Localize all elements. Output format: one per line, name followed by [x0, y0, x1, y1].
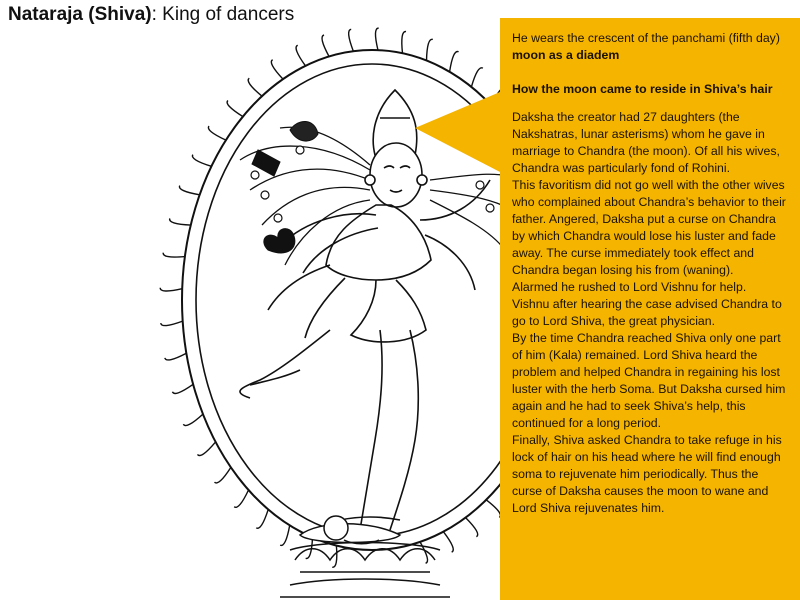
flame-tongue [306, 537, 313, 558]
story-paragraph-4: By the time Chandra reached Shiva only one part of him (Kala) remained. Lord Shiva heard the problem and helped Chandra in regaining his lost luster with the herb Soma. But Daksha cursed him again and he had to seek Shiva’s help, this continued for a long period. [512, 331, 786, 430]
flame-tongue [197, 442, 215, 456]
flame-tongue [234, 490, 248, 507]
title-bold: Nataraja (Shiva) [8, 4, 152, 25]
flame-tongue [165, 353, 186, 360]
flame-tongue [227, 100, 243, 116]
flame-tongue [402, 31, 406, 53]
flame-tongue [450, 51, 459, 71]
story-paragraph-3: Alarmed he rushed to Lord Vishnu for help. Vishnu after hearing the case advised Chandra to go to Lord Shiva, the great physician. [512, 280, 782, 328]
flame-tongue [170, 218, 191, 225]
flame-tongue [471, 68, 483, 87]
callout-heading: How the moon came to reside in Shiva’s hair [512, 82, 773, 96]
title-rest: : King of dancers [151, 4, 295, 25]
flame-tongue [296, 45, 305, 66]
story-paragraph-1: Daksha the creator had 27 daughters (the Nakshatras, lunar asterisms) whom he gave in marriage to Chandra (the moon). Of all his wives, Chandra was particularly fond of Rohini. [512, 110, 780, 175]
intro-bold: moon as a diadem [512, 48, 620, 62]
intro-plain: He wears the crescent of the panchami (fifth day) [512, 31, 780, 45]
story-paragraph-5: Finally, Shiva asked Chandra to take refuge in his lock of hair on his head where he will find enough soma to rejuvenate him periodically. Thus the curse of Daksha causes the moon to wane and Lord Shiva rejuvenates him. [512, 433, 782, 515]
flame-tongue [427, 39, 433, 60]
shiva-head [365, 90, 427, 207]
flame-tongue [172, 384, 193, 393]
fire-in-hand [264, 229, 295, 253]
shiva-body [240, 180, 490, 530]
flame-tongue [183, 414, 203, 425]
story-paragraph-2: This favoritism did not go well with the other wives who complained about Chandra’s behavior to their father. Angered, Daksha put a curse on Chandra by which Chandra would lose his luster and fade away. The curse immediately took effect and Chandra began losing his from (waning). [512, 178, 786, 277]
flame-tongue [161, 321, 183, 325]
flame-tongue [179, 186, 199, 195]
flame-tongue [486, 500, 500, 518]
flame-tongue [248, 78, 262, 96]
flame-tongue [160, 288, 182, 291]
flame-tongue [208, 126, 226, 140]
flame-tongue [349, 29, 354, 51]
flame-tongue [280, 525, 290, 545]
flame-tongue [163, 253, 185, 257]
flame-tongue [192, 155, 211, 167]
callout-pointer [415, 92, 500, 172]
callout-intro [512, 30, 786, 64]
flame-tongue [215, 467, 231, 483]
ganga-figure [290, 121, 318, 141]
flame-tongue [322, 35, 329, 56]
flame-tongue [256, 509, 268, 528]
flame-tongue [443, 532, 453, 552]
moon-story-callout [500, 18, 800, 600]
flame-tongue [375, 28, 378, 50]
apasmara-figure [300, 516, 400, 544]
flame-tongue [271, 60, 283, 79]
flame-tongue [466, 518, 478, 537]
